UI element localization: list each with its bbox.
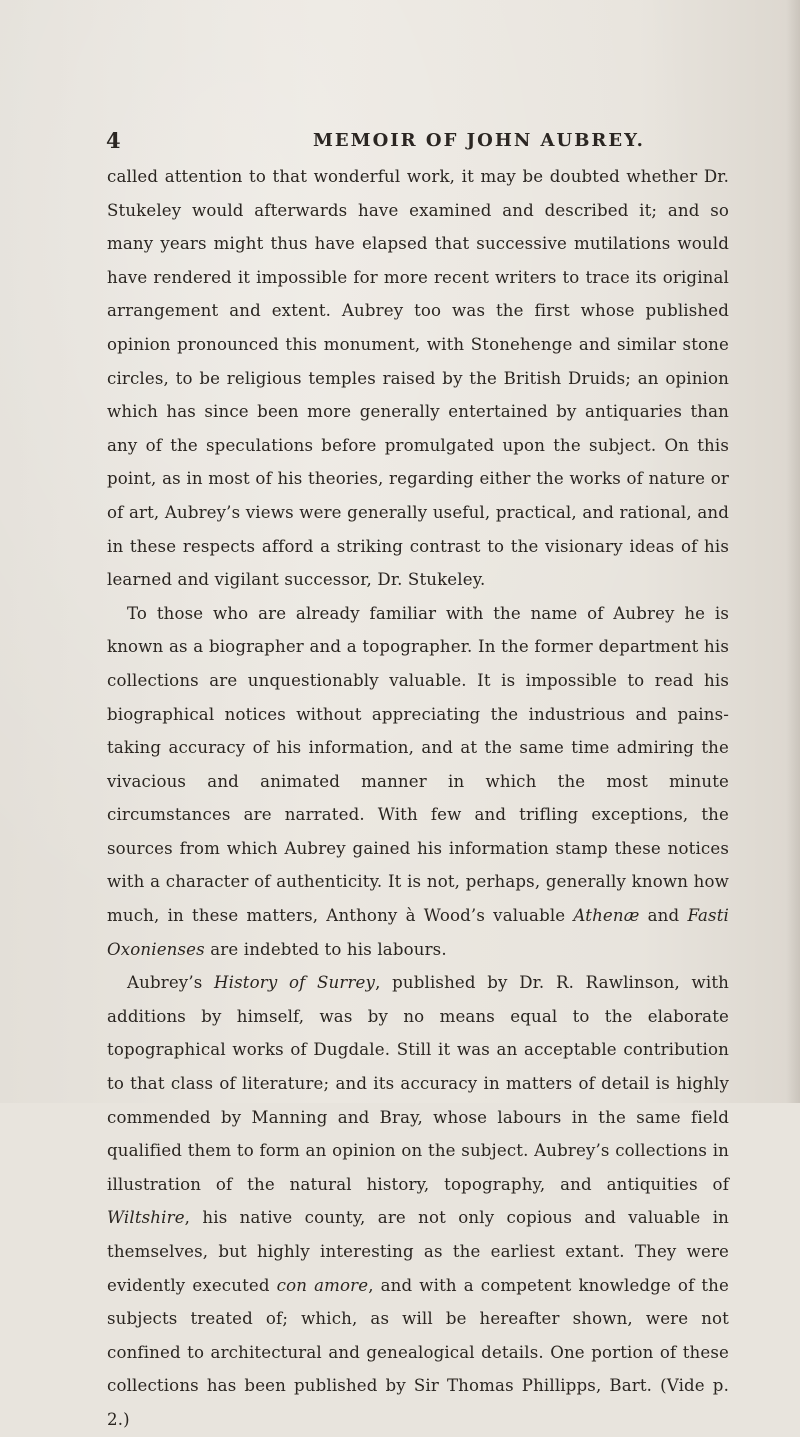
paragraph bbox=[107, 160, 729, 597]
page-number: 4 bbox=[106, 128, 121, 153]
text-segment: , his native county, are not only copious and valuable in themselves, but highly interesting as the earliest extant. They were evidently executed bbox=[107, 1208, 729, 1295]
page-edge-shadow bbox=[786, 0, 800, 1103]
text-segment: and bbox=[639, 906, 688, 926]
text-segment: To those who are already familiar with the name of Aubrey he is known as a biographer and a topographer. In the former department his collections are unquestionably valuable. It is impossible to read his biographical notices without appreciating the industrious and pains-taking accuracy of his information, and at the same time admiring the vivacious and animated manner in which the most minute circumstances are narrated. With few and trifling exceptions, the sources from which Aubrey gained his information stamp these notices with a character of authenticity. It is not, perhaps, generally known how much, in these matters, Anthony à Wood’s valuable bbox=[107, 603, 729, 926]
paragraph bbox=[107, 966, 729, 1436]
paragraph bbox=[107, 597, 729, 967]
running-title: MEMOIR OF JOHN AUBREY. bbox=[313, 130, 645, 151]
text-segment: , published by Dr. R. Rawlinson, with additions by himself, was by no means equal to the elaborate topographical works of Dugdale. Still it was an acceptable contribution to that class of literature; and its accuracy in matters of detail is highly commended by Manning and Bray, whose labours in the same field qualified them to form an opinion on the subject. Aubrey’s collections in illustration of the natural history, topography, and antiquities of bbox=[107, 973, 729, 1194]
italic-title: Fasti Oxonienses bbox=[107, 906, 729, 959]
text-segment: are indebted to his labours. bbox=[204, 939, 447, 959]
text-segment: Aubrey’s bbox=[127, 973, 215, 993]
text-segment: called attention to that wonderful work, it may be doubted whether Dr. Stukeley would afterwards have examined and described it; and so many years might thus have elapsed that successive mutilations would have rendered it impossible for more recent writers to trace its original arrangement and extent. Aubrey too was the first whose published opinion pronounced this monument, with Stonehenge and similar stone circles, to be religious temples raised by the British Druids; an opinion which has since been more generally entertained by antiquaries than any of the speculations before promulgated upon the subject. On this point, as in most of his theories, regarding either the works of nature or of art, Aubrey’s views were generally useful, practical, and rational, and in these respects afford a striking contrast to the visionary ideas of his learned and vigilant successor, Dr. Stukeley. bbox=[107, 167, 729, 590]
italic-phrase: con amore bbox=[276, 1275, 369, 1295]
page-header bbox=[0, 128, 800, 158]
italic-title: Athenæ bbox=[573, 906, 640, 926]
italic-title: History of Surrey bbox=[214, 973, 376, 993]
italic-place: Wiltshire bbox=[107, 1208, 185, 1228]
body-text bbox=[107, 160, 729, 1437]
text-segment: , and with a competent knowledge of the subjects treated of; which, as will be hereafter shown, were not confined to architectural and genealogical details. One portion of these collections has been published by Sir Thomas Phillipps, Bart. (Vide p. 2.) bbox=[107, 1275, 729, 1429]
